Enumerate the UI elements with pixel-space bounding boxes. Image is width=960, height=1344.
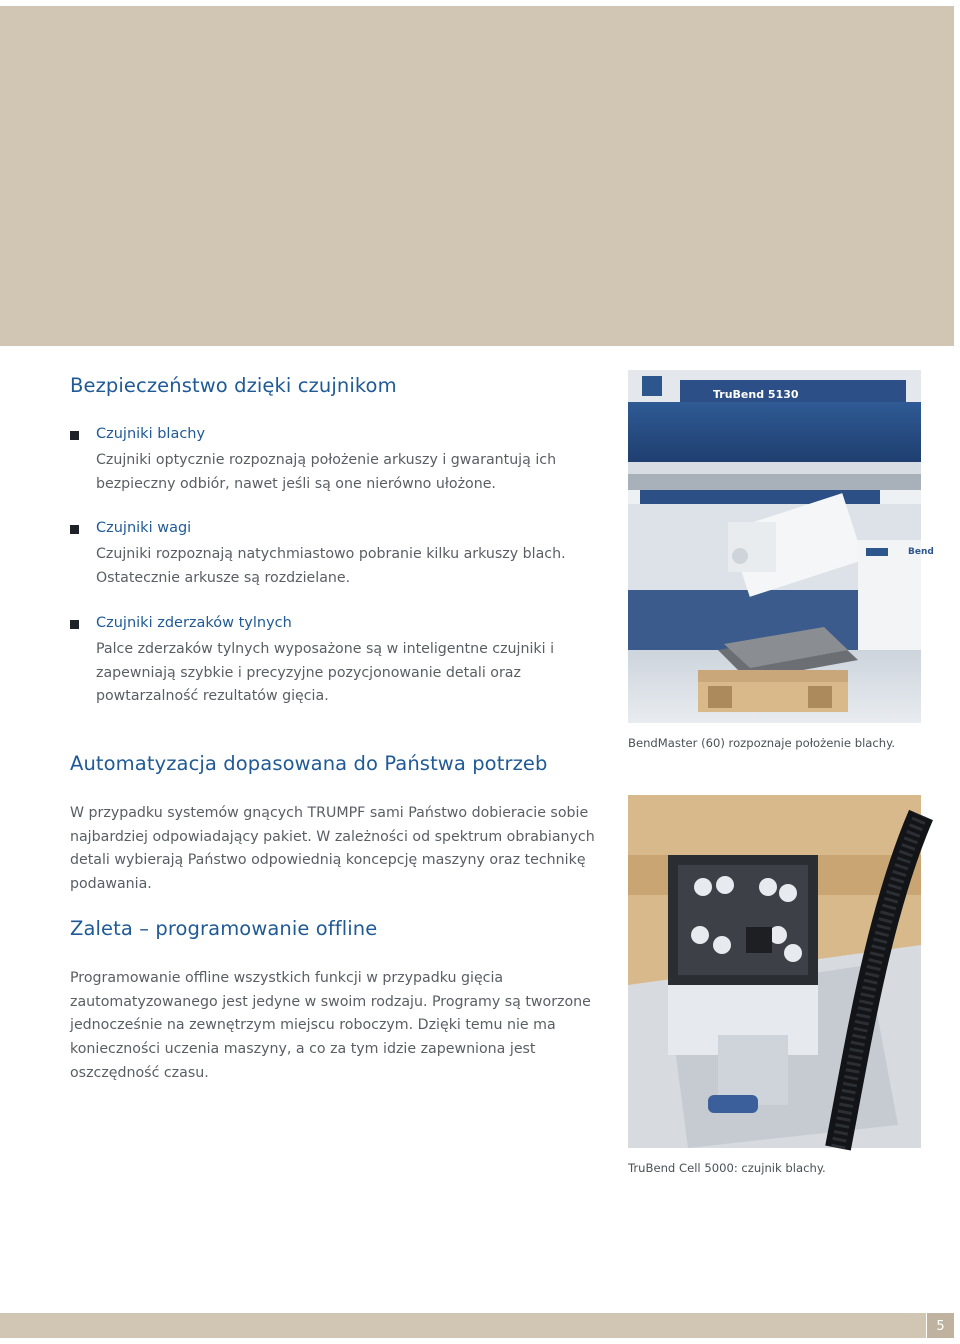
heading-automation: Automatyzacja dopasowana do Państwa potrzeb [70,752,548,775]
machine-brand: Bend [908,547,934,557]
sensor-illustration [628,795,921,1148]
photo-bendmaster-machine [628,370,934,723]
heading-safety: Bezpieczeństwo dzięki czujnikom [70,374,397,397]
photo-sheet-sensor [628,795,921,1148]
machine-label: TruBend 5130 [713,388,799,401]
bullet-square-icon [70,525,79,534]
page-number: 5 [927,1313,954,1338]
footer-bar [0,1313,926,1338]
bullet-title: Czujniki wagi [96,520,192,536]
machine-illustration [628,370,934,723]
bullet-body: Czujniki optycznie rozpoznają położenie arkuszy i gwarantują ich bezpieczny odbiór, nawet jeśli są one nierówno ułożone. [96,452,557,492]
caption-bendmaster: BendMaster (60) rozpoznaje położenie blachy. [628,736,896,750]
bullet-title: Czujniki zderzaków tylnych [96,615,292,631]
bullet-body: Czujniki rozpoznają natychmiastowo pobranie kilku arkuszy blach. Ostatecznie arkusze są rozdzielane. [96,546,566,586]
bullet-title: Czujniki blachy [96,426,206,442]
caption-sheet-sensor: TruBend Cell 5000: czujnik blachy. [628,1161,826,1175]
heading-offline: Zaleta – programowanie offline [70,917,378,940]
bullet-square-icon [70,620,79,629]
paragraph-automation: W przypadku systemów gnących TRUMPF sami Państwo dobieracie sobie najbardziej odpowiadający pakiet. W zależności od spektrum obrabianych detali wybierają Państwo odpowiednią koncepcję maszyny oraz technikę podawania. [70,805,595,893]
bullet-square-icon [70,431,79,440]
paragraph-offline: Programowanie offline wszystkich funkcji w przypadku gięcia zautomatyzowanego jest jedyne w swoim rodzaju. Programy są tworzone jednocześnie na zewnętrzym miejscu roboczym. Dzięki temu nie ma konieczności uczenia maszyny, a co za tym idzie zapewniona jest oszczędność czasu. [70,970,591,1081]
top-color-band [0,6,954,346]
bullet-body: Palce zderzaków tylnych wyposażone są w inteligentne czujniki i zapewniają szybkie i precyzyjne pozycjonowanie detali oraz powtarzalność rezultatów gięcia. [96,641,555,705]
